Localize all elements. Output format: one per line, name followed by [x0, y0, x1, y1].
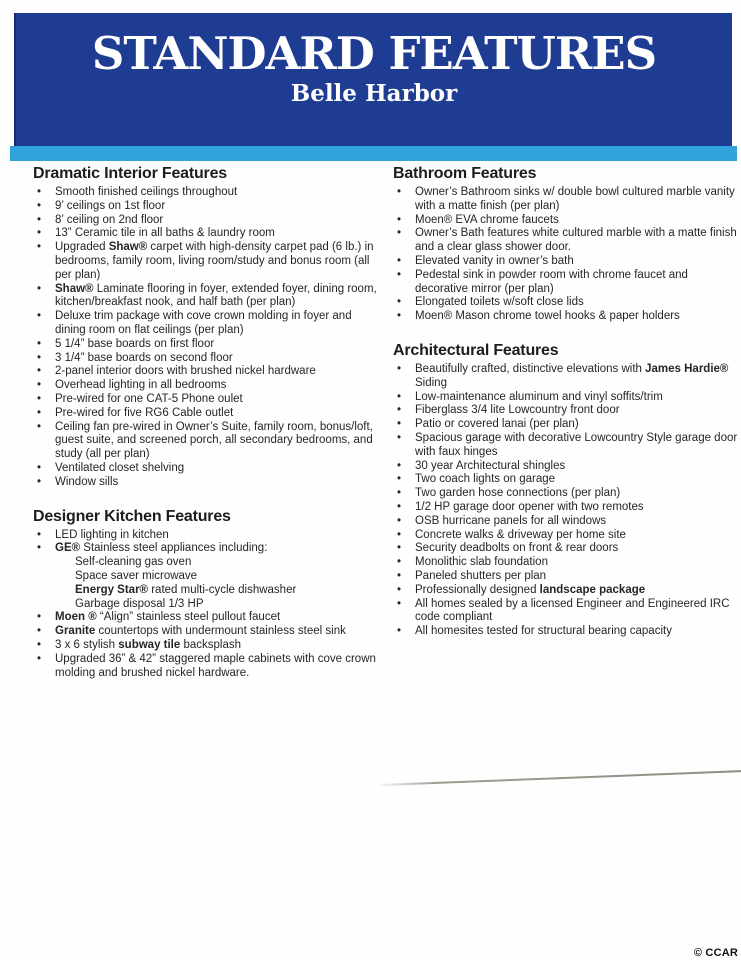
feature-item [33, 310, 379, 338]
feature-section [33, 507, 379, 681]
feature-text-bold: GE® [55, 542, 81, 555]
section-heading: Dramatic Interior Features [33, 165, 227, 182]
feature-text: carpet with high-density carpet pad (6 lb.) in bedrooms, family room, living room/study and bonus room (all per plan) [55, 241, 374, 281]
feature-text: 1/2 HP garage door opener with two remotes [415, 500, 644, 513]
feature-subitem [33, 584, 379, 598]
feature-item [33, 542, 379, 556]
accent-stripe [10, 146, 737, 161]
feature-item [393, 296, 739, 310]
feature-item [33, 611, 379, 625]
feature-item [393, 214, 739, 228]
feature-item [393, 227, 739, 255]
feature-text: 5 1/4” base boards on first floor [55, 337, 215, 350]
feature-item [393, 625, 739, 639]
feature-subitem [33, 570, 379, 584]
feature-item [33, 639, 379, 653]
feature-item [393, 404, 739, 418]
feature-text-bold: Shaw® [55, 282, 94, 295]
feature-item [393, 529, 739, 543]
feature-text: OSB hurricane panels for all windows [415, 514, 607, 527]
feature-item [33, 379, 379, 393]
feature-item [393, 310, 739, 324]
feature-item [393, 460, 739, 474]
feature-list [393, 186, 739, 324]
feature-item [393, 598, 739, 626]
feature-text: 3 1/4” base boards on second floor [55, 351, 233, 364]
feature-list [393, 363, 739, 639]
feature-text: 8’ ceiling on 2nd floor [55, 213, 164, 226]
feature-item [33, 365, 379, 379]
feature-text: Professionally designed [415, 583, 540, 596]
feature-text: Concrete walks & driveway per home site [415, 528, 626, 541]
feature-text: Elongated toilets w/soft close lids [415, 296, 584, 309]
feature-item [33, 200, 379, 214]
feature-text-bold: Granite [55, 625, 96, 638]
feature-text: Pre-wired for one CAT-5 Phone oulet [55, 392, 243, 405]
feature-item [33, 653, 379, 681]
feature-text: Stainless steel appliances including: [80, 542, 268, 555]
feature-item [393, 255, 739, 269]
feature-text: Smooth finished ceilings throughout [55, 186, 238, 198]
feature-text: Spacious garage with decorative Lowcountry Style garage door with faux hinges [415, 431, 738, 458]
feature-text: Paneled shutters per plan [415, 569, 547, 582]
feature-section [393, 341, 739, 639]
feature-item [33, 214, 379, 228]
feature-text: Self-cleaning gas oven [75, 556, 192, 569]
feature-item [33, 393, 379, 407]
feature-subitem [33, 598, 379, 612]
feature-text: countertops with undermount stainless steel sink [95, 625, 346, 638]
feature-text: rated multi-cycle dishwasher [148, 583, 297, 596]
feature-text: Ventilated closet shelving [55, 461, 185, 474]
section-heading: Designer Kitchen Features [33, 507, 231, 525]
feature-item [33, 625, 379, 639]
feature-item [393, 432, 739, 460]
feature-text: Low-maintenance aluminum and vinyl soffits/trim [415, 390, 663, 403]
feature-item [393, 473, 739, 487]
feature-text: Ceiling fan pre-wired in Owner’s Suite, family room, bonus/loft, guest suite, and screened porch, all secondary bedrooms, and study (all per plan) [55, 420, 373, 461]
feature-item [393, 501, 739, 515]
feature-text: All homes sealed by a licensed Engineer and Engineered IRC code compliant [415, 597, 730, 624]
feature-text: Moen® EVA chrome faucets [415, 213, 559, 226]
feature-item [33, 227, 379, 241]
feature-item [393, 570, 739, 584]
feature-text-bold: Energy Star® [75, 583, 149, 596]
feature-text: Patio or covered lanai (per plan) [415, 418, 579, 431]
feature-text: Siding [415, 376, 447, 389]
feature-text-bold: Shaw® [108, 241, 148, 254]
feature-item [33, 338, 379, 352]
feature-text: Security deadbolts on front & rear doors [415, 542, 619, 555]
feature-item [393, 584, 739, 598]
section-heading: Architectural Features [393, 341, 559, 359]
feature-subitem [33, 556, 379, 570]
feature-item [33, 241, 379, 282]
feature-text: 3 x 6 stylish [55, 638, 119, 651]
feature-text: All homesites tested for structural bearing capacity [415, 625, 672, 638]
left-column [33, 164, 379, 680]
feature-item [393, 487, 739, 501]
page-title: STANDARD FEATURES [91, 27, 657, 80]
feature-text-bold: subway tile [118, 638, 181, 651]
feature-item [393, 542, 739, 556]
feature-text: Deluxe trim package with cove crown molding in foyer and dining room on flat ceilings (per plan) [55, 310, 352, 336]
scan-fold-line [381, 770, 741, 785]
feature-text: Moen® Mason chrome towel hooks & paper holders [415, 310, 680, 323]
feature-item [393, 418, 739, 432]
feature-text: Overhead lighting in all bedrooms [55, 379, 227, 392]
feature-item [393, 556, 739, 570]
right-column [393, 164, 739, 639]
feature-text: Elevated vanity in owner’s bath [415, 254, 574, 267]
feature-item [33, 352, 379, 366]
feature-item [33, 462, 379, 476]
feature-text: Laminate flooring in foyer, extended foyer, dining room, kitchen/breakfast nook, and half bath (per plan) [55, 282, 377, 309]
feature-section [393, 164, 739, 324]
feature-text-bold: landscape package [539, 583, 646, 596]
feature-item [393, 515, 739, 529]
feature-text-bold: Moen ® [55, 611, 97, 624]
feature-text: 13” Ceramic tile in all baths & laundry room [55, 227, 275, 240]
feature-text: 9’ ceilings on 1st floor [55, 199, 166, 212]
feature-text: backsplash [180, 638, 242, 651]
feature-text: Window sills [55, 475, 119, 488]
feature-text: Fiberglass 3/4 lite Lowcountry front door [415, 404, 620, 417]
feature-item [33, 476, 379, 490]
feature-text: 2-panel interior doors with brushed nickel hardware [55, 365, 316, 378]
feature-item [33, 421, 379, 462]
feature-text: Owner’s Bath features white cultured marble with a matte finish and a clear glass shower door. [415, 227, 737, 254]
section-heading: Bathroom Features [393, 165, 537, 182]
feature-text: “Align” stainless steel pullout faucet [96, 611, 281, 624]
feature-text: Pre-wired for five RG6 Cable outlet [55, 406, 234, 419]
feature-text: Upgraded [55, 241, 109, 254]
feature-item [393, 363, 739, 391]
feature-item [33, 186, 379, 200]
feature-item [33, 283, 379, 311]
copyright-text: © CCAR [693, 947, 738, 959]
feature-list [33, 529, 379, 681]
feature-text: Space saver microwave [75, 569, 198, 582]
feature-section [33, 164, 379, 490]
feature-text: Monolithic slab foundation [415, 556, 548, 569]
header-banner [14, 13, 732, 146]
feature-text-bold: James Hardie® [645, 362, 729, 375]
feature-text: 30 year Architectural shingles [415, 459, 566, 472]
feature-item [393, 391, 739, 405]
feature-text: Garbage disposal 1/3 HP [75, 597, 204, 610]
feature-text: LED lighting in kitchen [55, 528, 169, 541]
feature-text: Pedestal sink in powder room with chrome faucet and decorative mirror (per plan) [415, 268, 688, 295]
feature-text: Upgraded 36” & 42” staggered maple cabinets with cove crown molding and brushed nickel hardware. [55, 652, 376, 679]
feature-item [33, 407, 379, 421]
feature-text: Two coach lights on garage [415, 473, 556, 486]
feature-item [33, 529, 379, 543]
feature-item [393, 269, 739, 297]
page-subtitle: Belle Harbor [290, 80, 458, 107]
feature-item [393, 186, 739, 214]
feature-text: Two garden hose connections (per plan) [415, 487, 621, 500]
feature-list [33, 186, 379, 490]
feature-text: Owner’s Bathroom sinks w/ double bowl cultured marble vanity with a matte finish (per plan) [415, 186, 735, 212]
feature-text: Beautifully crafted, distinctive elevations with [415, 362, 646, 375]
